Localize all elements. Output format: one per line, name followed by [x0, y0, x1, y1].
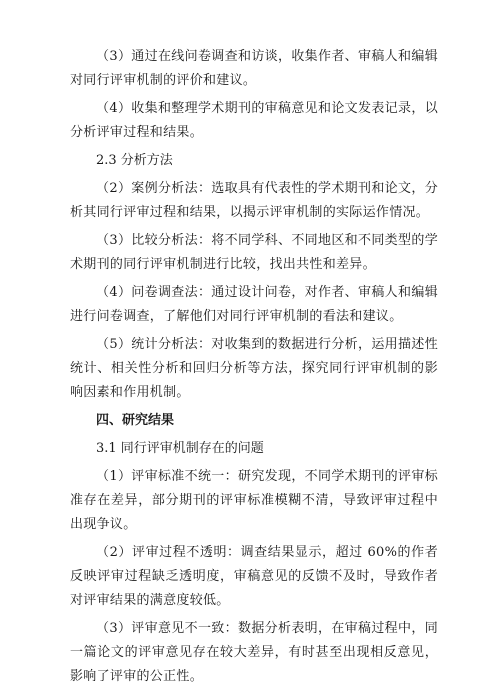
paragraph-problem-transparency: （2）评审过程不透明：调查结果显示，超过 60%的作者反映评审过程缺乏透明度，审稿意见的反馈不及时，导致作者对评审结果的满意度较低。 [70, 545, 438, 608]
paragraph-problem-consistency: （3）评审意见不一致：数据分析表明，在审稿过程中，同一篇论文的评审意见存在较大差异，有时甚至出现相反意见，影响了评审的公正性。 [70, 621, 438, 684]
document-page [70, 45, 438, 693]
section-heading-research-results: 四、研究结果 [96, 413, 175, 428]
section-heading-problems: 3.1 同行评审机制存在的问题 [96, 441, 264, 456]
paragraph-comparative-analysis: （3）比较分析法：将不同学科、不同地区和不同类型的学术期刊的同行评审机制进行比较，找出共性和差异。 [70, 233, 438, 272]
paragraph-data-collection-4: （4）收集和整理学术期刊的审稿意见和论文发表记录，以分析评审过程和结果。 [70, 101, 438, 140]
paragraph-case-analysis: （2）案例分析法：选取具有代表性的学术期刊和论文，分析其同行评审过程和结果，以揭示评审机制的实际运作情况。 [70, 181, 438, 220]
paragraph-problem-standards: （1）评审标准不统一：研究发现，不同学术期刊的评审标准存在差异，部分期刊的评审标准模糊不清，导致评审过程中出现争议。 [70, 469, 438, 532]
paragraph-data-collection-3: （3）通过在线问卷调查和访谈，收集作者、审稿人和编辑对同行评审机制的评价和建议。 [70, 49, 438, 88]
paragraph-questionnaire-survey: （4）问卷调查法：通过设计问卷，对作者、审稿人和编辑进行问卷调查，了解他们对同行评审机制的看法和建议。 [70, 285, 438, 324]
paragraph-statistical-analysis: （5）统计分析法：对收集到的数据进行分析，运用描述性统计、相关性分析和回归分析等方法，探究同行评审机制的影响因素和作用机制。 [70, 337, 438, 400]
section-heading-analysis-methods: 2.3 分析方法 [96, 153, 173, 168]
